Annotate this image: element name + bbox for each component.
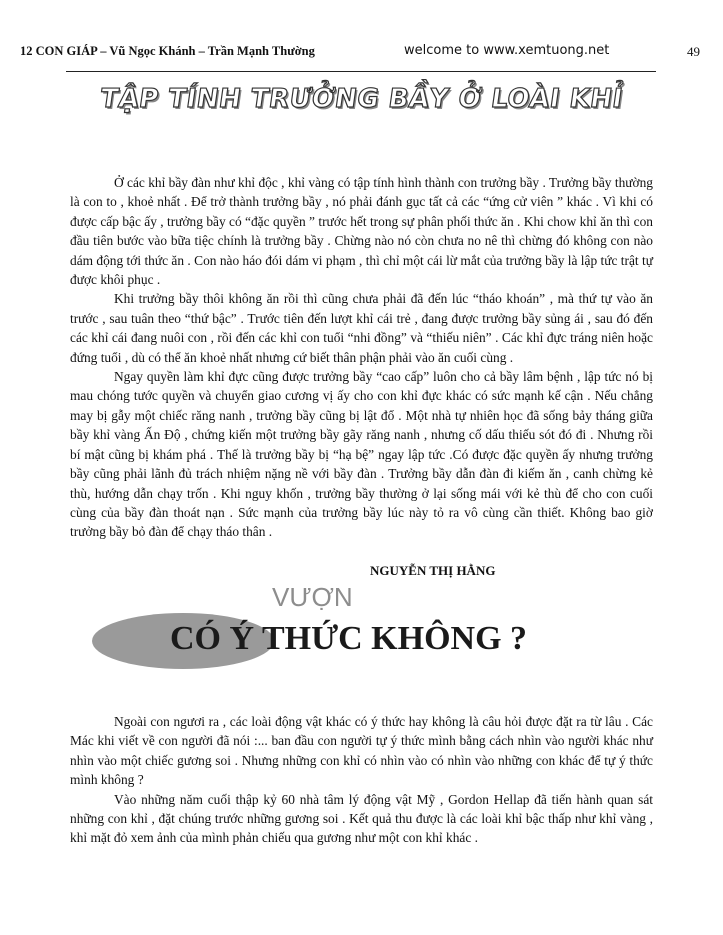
second-article-title: CÓ Ý THỨC KHÔNG ? — [170, 620, 528, 657]
article-body — [70, 173, 653, 542]
article-paragraph: Ở các khỉ bầy đàn như khỉ độc , khỉ vàng có tập tính hình thành con trưởng bầy . Trưởng bầy thường là con to , khoẻ nhất . Để trở thành trưởng bầy , nó phải đánh gục tất cả các “ứng cử viên ” khác . Vì khi có được cấp bậc ấy , trưởng bầy có “đặc quyền ” trước hết trong sự phân phối thức ăn . Khi chow khỉ ăn thì con đầu tiên bước vào bữa tiệc chính là trưởng bầy . Chừng nào nó còn chưa no nê thì chừng đó không con nào dám động tới thức ăn . Con nào háo đói dám vi phạm , thì chỉ một cái lừ mắt của trưởng bầy là lập tức trật tự được khôi phục . — [70, 175, 653, 288]
article-paragraph: Vào những năm cuối thập kỷ 60 nhà tâm lý động vật Mỹ , Gordon Hellap đã tiến hành quan sát những con khỉ , đặt chúng trước những gương soi . Kết quả thu được là các loài khỉ bậc thấp như khỉ vàng , khỉ mặt đỏ xem ảnh của mình phản chiếu qua gương như một con khỉ khác . — [70, 791, 653, 846]
article-paragraph: Ngay quyền làm khỉ đực cũng được trưởng bầy “cao cấp” luôn cho cả bầy lâm bệnh , lập tức nó bị mau chóng tước quyền và chuyển giao cương vị ấy cho con khỉ đực khác có sức mạnh kế cận . Nếu chẳng may bị gẫy một chiếc răng nanh , trưởng bầy cũng bị lật đổ . Một nhà tự nhiên học đã sống bảy tháng giữa bầy khỉ vàng Ấn Độ , chứng kiến một trưởng bầy gãy răng nanh , nhưng cố dấu thiếu sót đó đi . Nhưng rồi bí mật cũng bị khám phá . Thế là trưởng bầy bị “hạ bệ” ngay lập tức .Có được đặc quyền ấy nhưng trưởng bầy cũng phải lãnh đủ trách nhiệm nặng nề với bầy đàn . Trưởng bầy dẫn đàn đi kiếm ăn , canh chừng kẻ thù, hướng dẫn chạy trốn . Khi nguy khốn , trưởng bầy thường ở lại sống mái với kẻ thù để cho con cuối cùng của bầy đàn thoát nạn . Sức mạnh của trưởng bầy lúc này tỏ ra vô cùng cần thiết. Không bao giờ trưởng bầy bỏ đàn để chạy tháo thân . — [70, 369, 653, 540]
article-paragraph: Ngoài con ngươi ra , các loài động vật khác có ý thức hay không là câu hỏi được đặt ra từ lâu . Các Mác khi viết về con người đã nói :... ban đầu con người tự ý thức mình bằng cách nhìn vào người khác như nhìn vào một chiếc gương soi . Nhưng những con khỉ có nhìn vào có nhìn vào những con khác để tự ý thức mình không ? — [70, 714, 653, 788]
article-author: NGUYỄN THỊ HẰNG — [370, 563, 496, 578]
article-paragraph: Khi trưởng bầy thôi không ăn rồi thì cũng chưa phải đã đến lúc “tháo khoán” , mà thứ tự vào ăn trước , sau tuân theo “thứ bậc” . Trước tiên đến lượt khỉ cái trẻ , đang được trưởng bầy sủng ái , sau đó đến các khỉ cái đang nuôi con , rồi đến các khỉ con tuổi “nhi đồng” và “thiếu niên” . Các khỉ đực tráng niên hoặc đứng tuổi , dù có thể ăn khoẻ nhất nhưng cứ biết thân phận phải vào ăn cuối cùng . — [70, 291, 653, 365]
header-divider — [66, 71, 656, 72]
article-title: TẬP TÍNH TRƯỞNG BẦY Ở LOÀI KHỈ — [98, 84, 625, 114]
header-website: welcome to www.xemtuong.net — [404, 43, 610, 58]
header-book-title: 12 CON GIÁP – Vũ Ngọc Khánh – Trần Mạnh Thường — [20, 44, 315, 58]
second-article-body — [70, 712, 653, 848]
page-number: 49 — [687, 44, 700, 59]
second-article-kicker: VƯỢN — [272, 582, 353, 612]
